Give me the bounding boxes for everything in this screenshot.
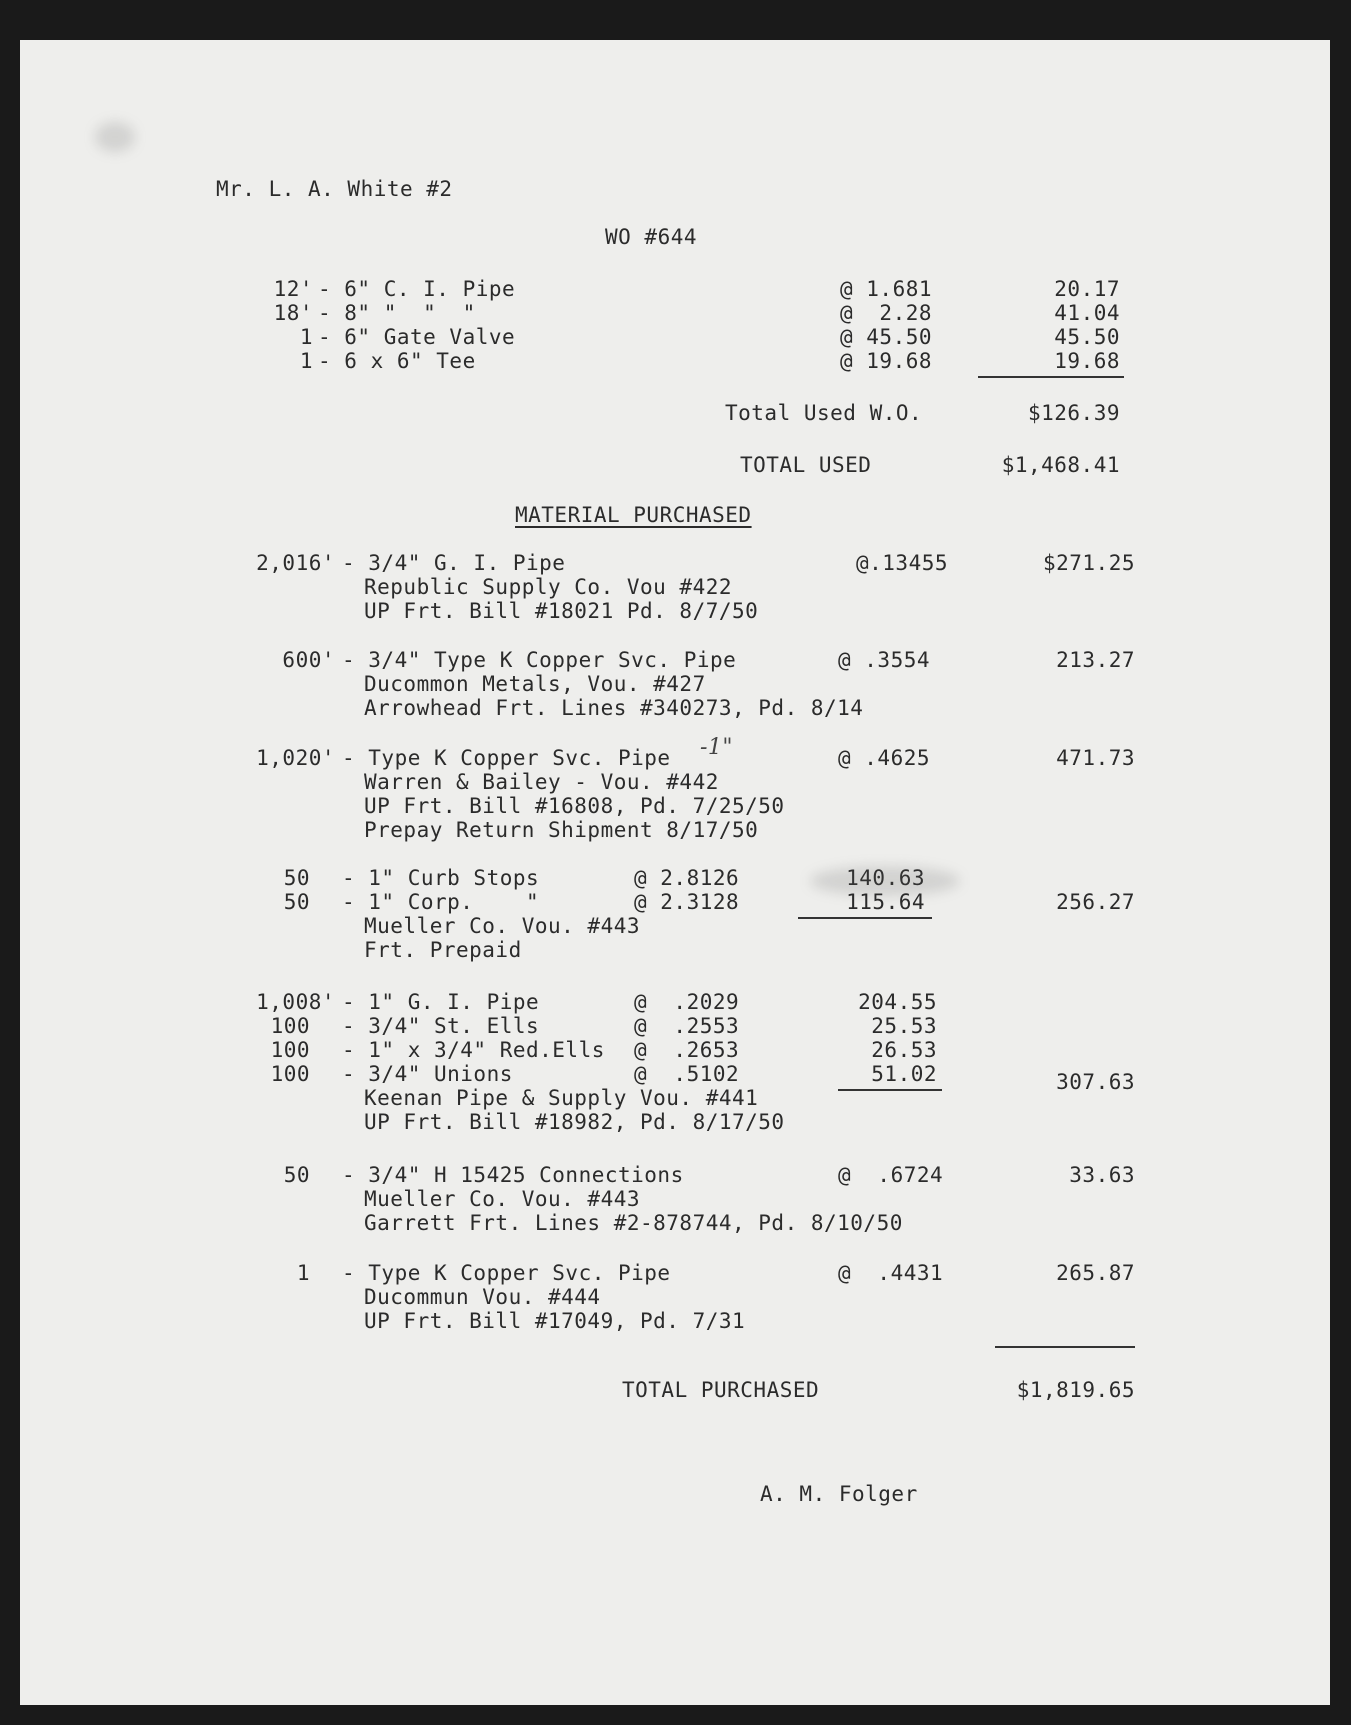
purchase-rate: @ .4431	[838, 1261, 944, 1285]
purchase-qty: 50	[283, 1163, 310, 1187]
item-desc: - 6 x 6" Tee	[318, 349, 476, 373]
purchase-subtotal: 25.53	[871, 1014, 937, 1038]
addressee: Mr. L. A. White #2	[216, 177, 453, 201]
purchase-rate: @.13455	[856, 551, 949, 575]
grand-total-rule	[995, 1346, 1135, 1348]
purchase-desc: - 3/4" H 15425 Connections	[342, 1163, 684, 1187]
vendor-line: Mueller Co. Vou. #443	[364, 1187, 641, 1211]
subtotal-rule	[798, 917, 932, 919]
purchase-rate: @ .6724	[838, 1163, 944, 1187]
corner-smudge	[95, 122, 135, 152]
vendor-line: Warren & Bailey - Vou. #442	[364, 770, 719, 794]
shipment-line: Prepay Return Shipment 8/17/50	[364, 818, 759, 842]
purchase-total: 307.63	[1056, 1070, 1135, 1094]
total-purchased-label: TOTAL PURCHASED	[622, 1378, 820, 1402]
purchase-total: 256.27	[1056, 890, 1135, 914]
freight-line: UP Frt. Bill #18982, Pd. 8/17/50	[364, 1110, 785, 1134]
purchase-qty: 1,020'	[256, 746, 335, 770]
purchase-total: 471.73	[1056, 746, 1135, 770]
freight-line: UP Frt. Bill #17049, Pd. 7/31	[364, 1309, 746, 1333]
purchase-subtotal: 51.02	[871, 1062, 937, 1086]
freight-line: Garrett Frt. Lines #2-878744, Pd. 8/10/50	[364, 1211, 903, 1235]
vendor-line: Ducommun Vou. #444	[364, 1285, 601, 1309]
total-used-label: TOTAL USED	[740, 453, 872, 477]
total-used-value: $1,468.41	[1001, 453, 1120, 477]
purchase-desc: - Type K Copper Svc. Pipe	[342, 746, 671, 770]
item-amount: 45.50	[1054, 325, 1120, 349]
item-rate: @ 2.28	[840, 301, 933, 325]
purchase-desc: - 3/4" Type K Copper Svc. Pipe	[342, 648, 737, 672]
purchase-qty: 1,008'	[256, 990, 335, 1014]
signature: A. M. Folger	[760, 1482, 918, 1506]
purchase-qty: 600'	[282, 648, 335, 672]
item-desc: - 6" C. I. Pipe	[318, 277, 516, 301]
total-used-wo-label: Total Used W.O.	[725, 401, 923, 425]
purchase-total: 33.63	[1069, 1163, 1135, 1187]
purchase-rate: @ 2.3128	[634, 890, 740, 914]
item-amount: 20.17	[1054, 277, 1120, 301]
item-rate: @ 45.50	[840, 325, 933, 349]
purchase-subtotal: 26.53	[871, 1038, 937, 1062]
item-rate: @ 19.68	[840, 349, 933, 373]
freight-line: Arrowhead Frt. Lines #340273, Pd. 8/14	[364, 696, 864, 720]
item-qty: 1	[299, 349, 313, 373]
purchase-qty: 2,016'	[256, 551, 335, 575]
item-qty: 18'	[273, 301, 313, 325]
vendor-line: Republic Supply Co. Vou #422	[364, 575, 733, 599]
vendor-line: Mueller Co. Vou. #443	[364, 914, 641, 938]
item-rate: @ 1.681	[840, 277, 933, 301]
item-desc: - 8" " " "	[318, 301, 476, 325]
purchase-total: $271.25	[1042, 551, 1135, 575]
document-page	[20, 40, 1330, 1705]
purchase-desc: - 1" x 3/4" Red.Ells	[342, 1038, 605, 1062]
item-qty: 1	[299, 325, 313, 349]
purchase-qty: 100	[270, 1014, 310, 1038]
purchase-desc: - 3/4" G. I. Pipe	[342, 551, 566, 575]
purchase-total: 213.27	[1056, 648, 1135, 672]
purchase-desc: - 1" Corp. "	[342, 890, 540, 914]
purchase-qty: 50	[283, 890, 310, 914]
purchase-qty: 50	[283, 866, 310, 890]
subtotal-rule	[838, 1089, 942, 1091]
purchase-desc: - Type K Copper Svc. Pipe	[342, 1261, 671, 1285]
freight-line: Frt. Prepaid	[364, 938, 522, 962]
total-purchased-value: $1,819.65	[1016, 1378, 1135, 1402]
purchase-rate: @ .2653	[634, 1038, 740, 1062]
purchase-rate: @ 2.8126	[634, 866, 740, 890]
purchase-subtotal: 115.64	[846, 890, 925, 914]
purchase-desc: - 3/4" St. Ells	[342, 1014, 540, 1038]
vendor-line: Ducommon Metals, Vou. #427	[364, 672, 706, 696]
purchase-subtotal: 140.63	[846, 866, 925, 890]
purchase-desc: - 1" G. I. Pipe	[342, 990, 540, 1014]
work-order-number: WO #644	[605, 225, 698, 249]
purchase-qty: 1	[296, 1261, 310, 1285]
item-desc: - 6" Gate Valve	[318, 325, 516, 349]
purchase-rate: @ .4625	[838, 746, 931, 770]
freight-line: UP Frt. Bill #18021 Pd. 8/7/50	[364, 599, 759, 623]
purchase-rate: @ .2553	[634, 1014, 740, 1038]
purchase-qty: 100	[270, 1038, 310, 1062]
purchase-rate: @ .3554	[838, 648, 931, 672]
handwritten-annotation: -1"	[700, 735, 734, 760]
item-qty: 12'	[273, 277, 313, 301]
wo-subtotal-rule	[978, 376, 1124, 378]
freight-line: UP Frt. Bill #16808, Pd. 7/25/50	[364, 794, 785, 818]
purchase-rate: @ .2029	[634, 990, 740, 1014]
item-amount: 41.04	[1054, 301, 1120, 325]
item-amount: 19.68	[1054, 349, 1120, 373]
vendor-line: Keenan Pipe & Supply Vou. #441	[364, 1086, 759, 1110]
purchase-subtotal: 204.55	[858, 990, 937, 1014]
purchase-desc: - 1" Curb Stops	[342, 866, 540, 890]
purchase-desc: - 3/4" Unions	[342, 1062, 513, 1086]
purchase-rate: @ .5102	[634, 1062, 740, 1086]
total-used-wo-value: $126.39	[1027, 401, 1120, 425]
purchase-qty: 100	[270, 1062, 310, 1086]
section-heading: MATERIAL PURCHASED	[515, 503, 752, 527]
purchase-total: 265.87	[1056, 1261, 1135, 1285]
